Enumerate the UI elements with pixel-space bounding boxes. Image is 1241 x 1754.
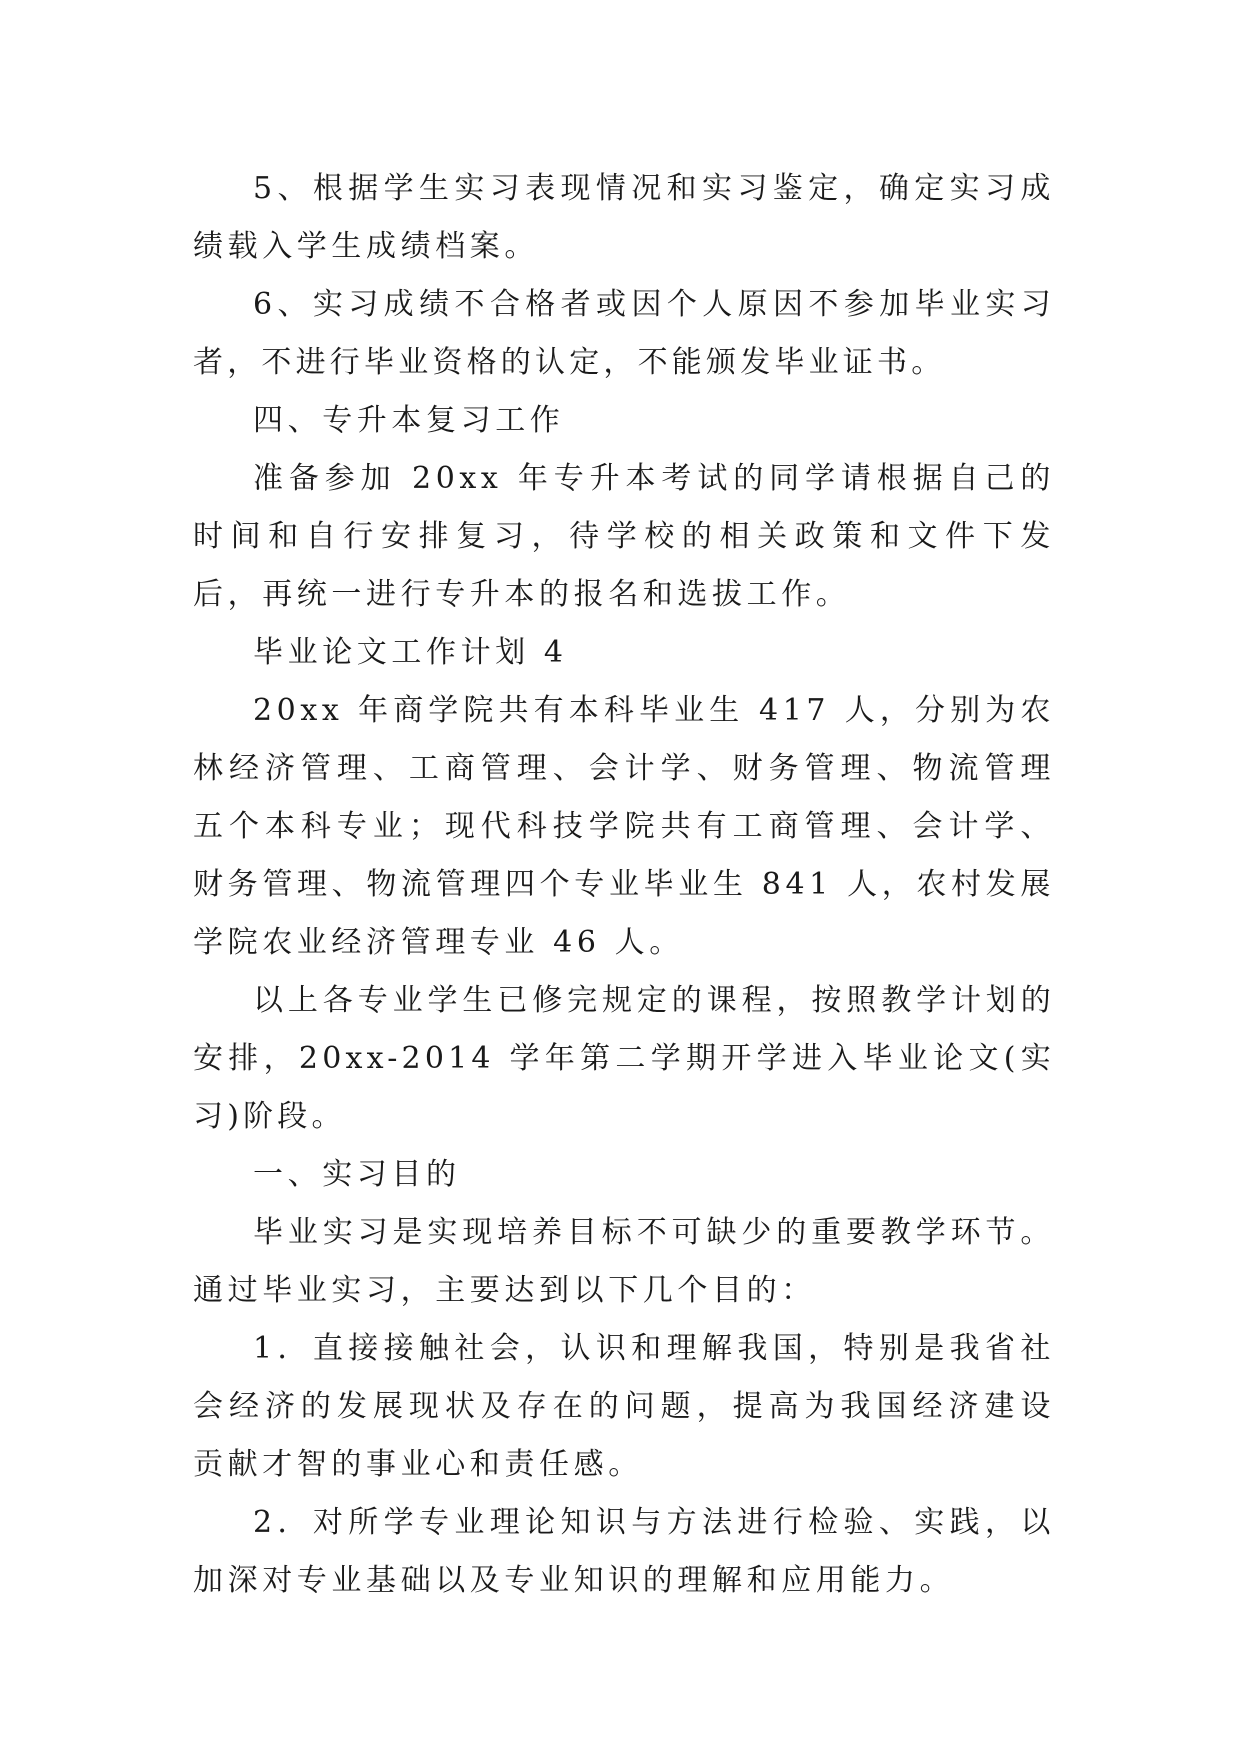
paragraph-internship-importance: 毕业实习是实现培养目标不可缺少的重要教学环节。通过毕业实习，主要达到以下几个目的： bbox=[193, 1215, 1055, 1308]
list-item-purpose-2: 2．对所学专业理论知识与方法进行检验、实践，以加深对专业基础以及专业知识的理解和应用能力。 bbox=[193, 1505, 1055, 1598]
paragraph-thesis-stage: 以上各专业学生已修完规定的课程，按照教学计划的安排，20xx-2014 学年第二学期开学进入毕业论文(实习)阶段。 bbox=[193, 983, 1055, 1134]
section-heading-upgrade-review: 四、专升本复习工作 bbox=[253, 403, 565, 438]
list-item-purpose-1: 1．直接接触社会，认识和理解我国，特别是我省社会经济的发展现状及存在的问题，提高为我国经济建设贡献才智的事业心和责任感。 bbox=[193, 1331, 1055, 1482]
document-body bbox=[193, 160, 1055, 1610]
paragraph-internship-grade-record: 5、根据学生实习表现情况和实习鉴定，确定实习成绩载入学生成绩档案。 bbox=[193, 171, 1055, 264]
paragraph-upgrade-exam-preparation: 准备参加 20xx 年专升本考试的同学请根据自己的时间和自行安排复习，待学校的相关政策和文件下发后，再统一进行专升本的报名和选拔工作。 bbox=[193, 461, 1055, 612]
section-heading-thesis-plan-4: 毕业论文工作计划 4 bbox=[253, 635, 568, 670]
paragraph-unqualified-internship: 6、实习成绩不合格者或因个人原因不参加毕业实习者，不进行毕业资格的认定，不能颁发毕业证书。 bbox=[193, 287, 1055, 380]
paragraph-graduate-counts: 20xx 年商学院共有本科毕业生 417 人，分别为农林经济管理、工商管理、会计学、财务管理、物流管理五个本科专业；现代科技学院共有工商管理、会计学、财务管理、物流管理四个专业毕业生 841 人，农村发展学院农业经济管理专业 46 人。 bbox=[193, 693, 1055, 960]
section-heading-internship-purpose: 一、实习目的 bbox=[253, 1157, 461, 1192]
